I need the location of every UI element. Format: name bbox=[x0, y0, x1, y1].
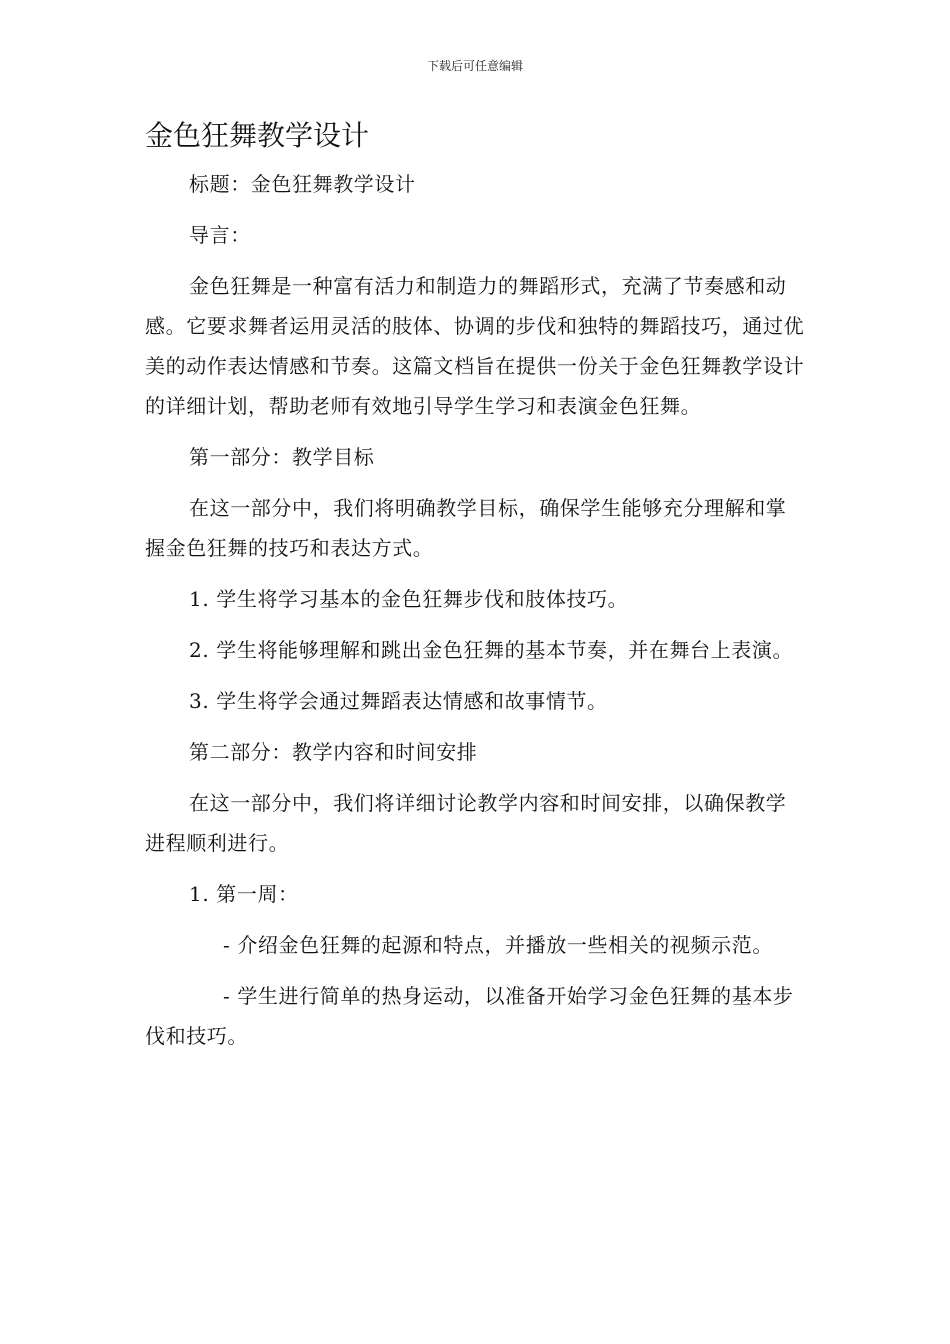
document-title: 金色狂舞教学设计 bbox=[145, 119, 370, 152]
list-item-goal-1: 1. 学生将学习基本的金色狂舞步伐和肢体技巧。 bbox=[189, 587, 629, 611]
paragraph-intro-body: 金色狂舞是一种富有活力和制造力的舞蹈形式，充满了节奏感和动感。它要求舞者运用灵活的肢体、协调的步伐和独特的舞蹈技巧，通过优美的动作表达情感和节奏。这篇文档旨在提供一份关于金色狂舞教学设计的详细计划，帮助老师有效地引导学生学习和表演金色狂舞。 bbox=[145, 274, 805, 418]
paragraph-intro-label: 导言： bbox=[189, 223, 251, 247]
sub-item-week-1-b: - 学生进行简单的热身运动，以准备开始学习金色狂舞的基本步伐和技巧。 bbox=[145, 984, 794, 1048]
document-body bbox=[145, 164, 805, 1067]
paragraph-goals-body: 在这一部分中，我们将明确教学目标，确保学生能够充分理解和掌握金色狂舞的技巧和表达方式。 bbox=[145, 496, 787, 560]
paragraph-heading-title: 标题：金色狂舞教学设计 bbox=[189, 172, 416, 196]
list-item-week-1: 1. 第一周： bbox=[189, 882, 299, 906]
sub-item-week-1-a: - 介绍金色狂舞的起源和特点，并播放一些相关的视频示范。 bbox=[223, 933, 773, 957]
page-header: 下载后可任意编辑 bbox=[426, 59, 523, 73]
section-heading-content-schedule: 第二部分：教学内容和时间安排 bbox=[189, 740, 478, 764]
list-item-goal-2: 2. 学生将能够理解和跳出金色狂舞的基本节奏，并在舞台上表演。 bbox=[189, 638, 794, 662]
list-item-goal-3: 3. 学生将学会通过舞蹈表达情感和故事情节。 bbox=[189, 689, 608, 713]
paragraph-schedule-body: 在这一部分中，我们将详细讨论教学内容和时间安排，以确保教学进程顺利进行。 bbox=[145, 791, 787, 855]
section-heading-goals: 第一部分：教学目标 bbox=[189, 445, 375, 469]
